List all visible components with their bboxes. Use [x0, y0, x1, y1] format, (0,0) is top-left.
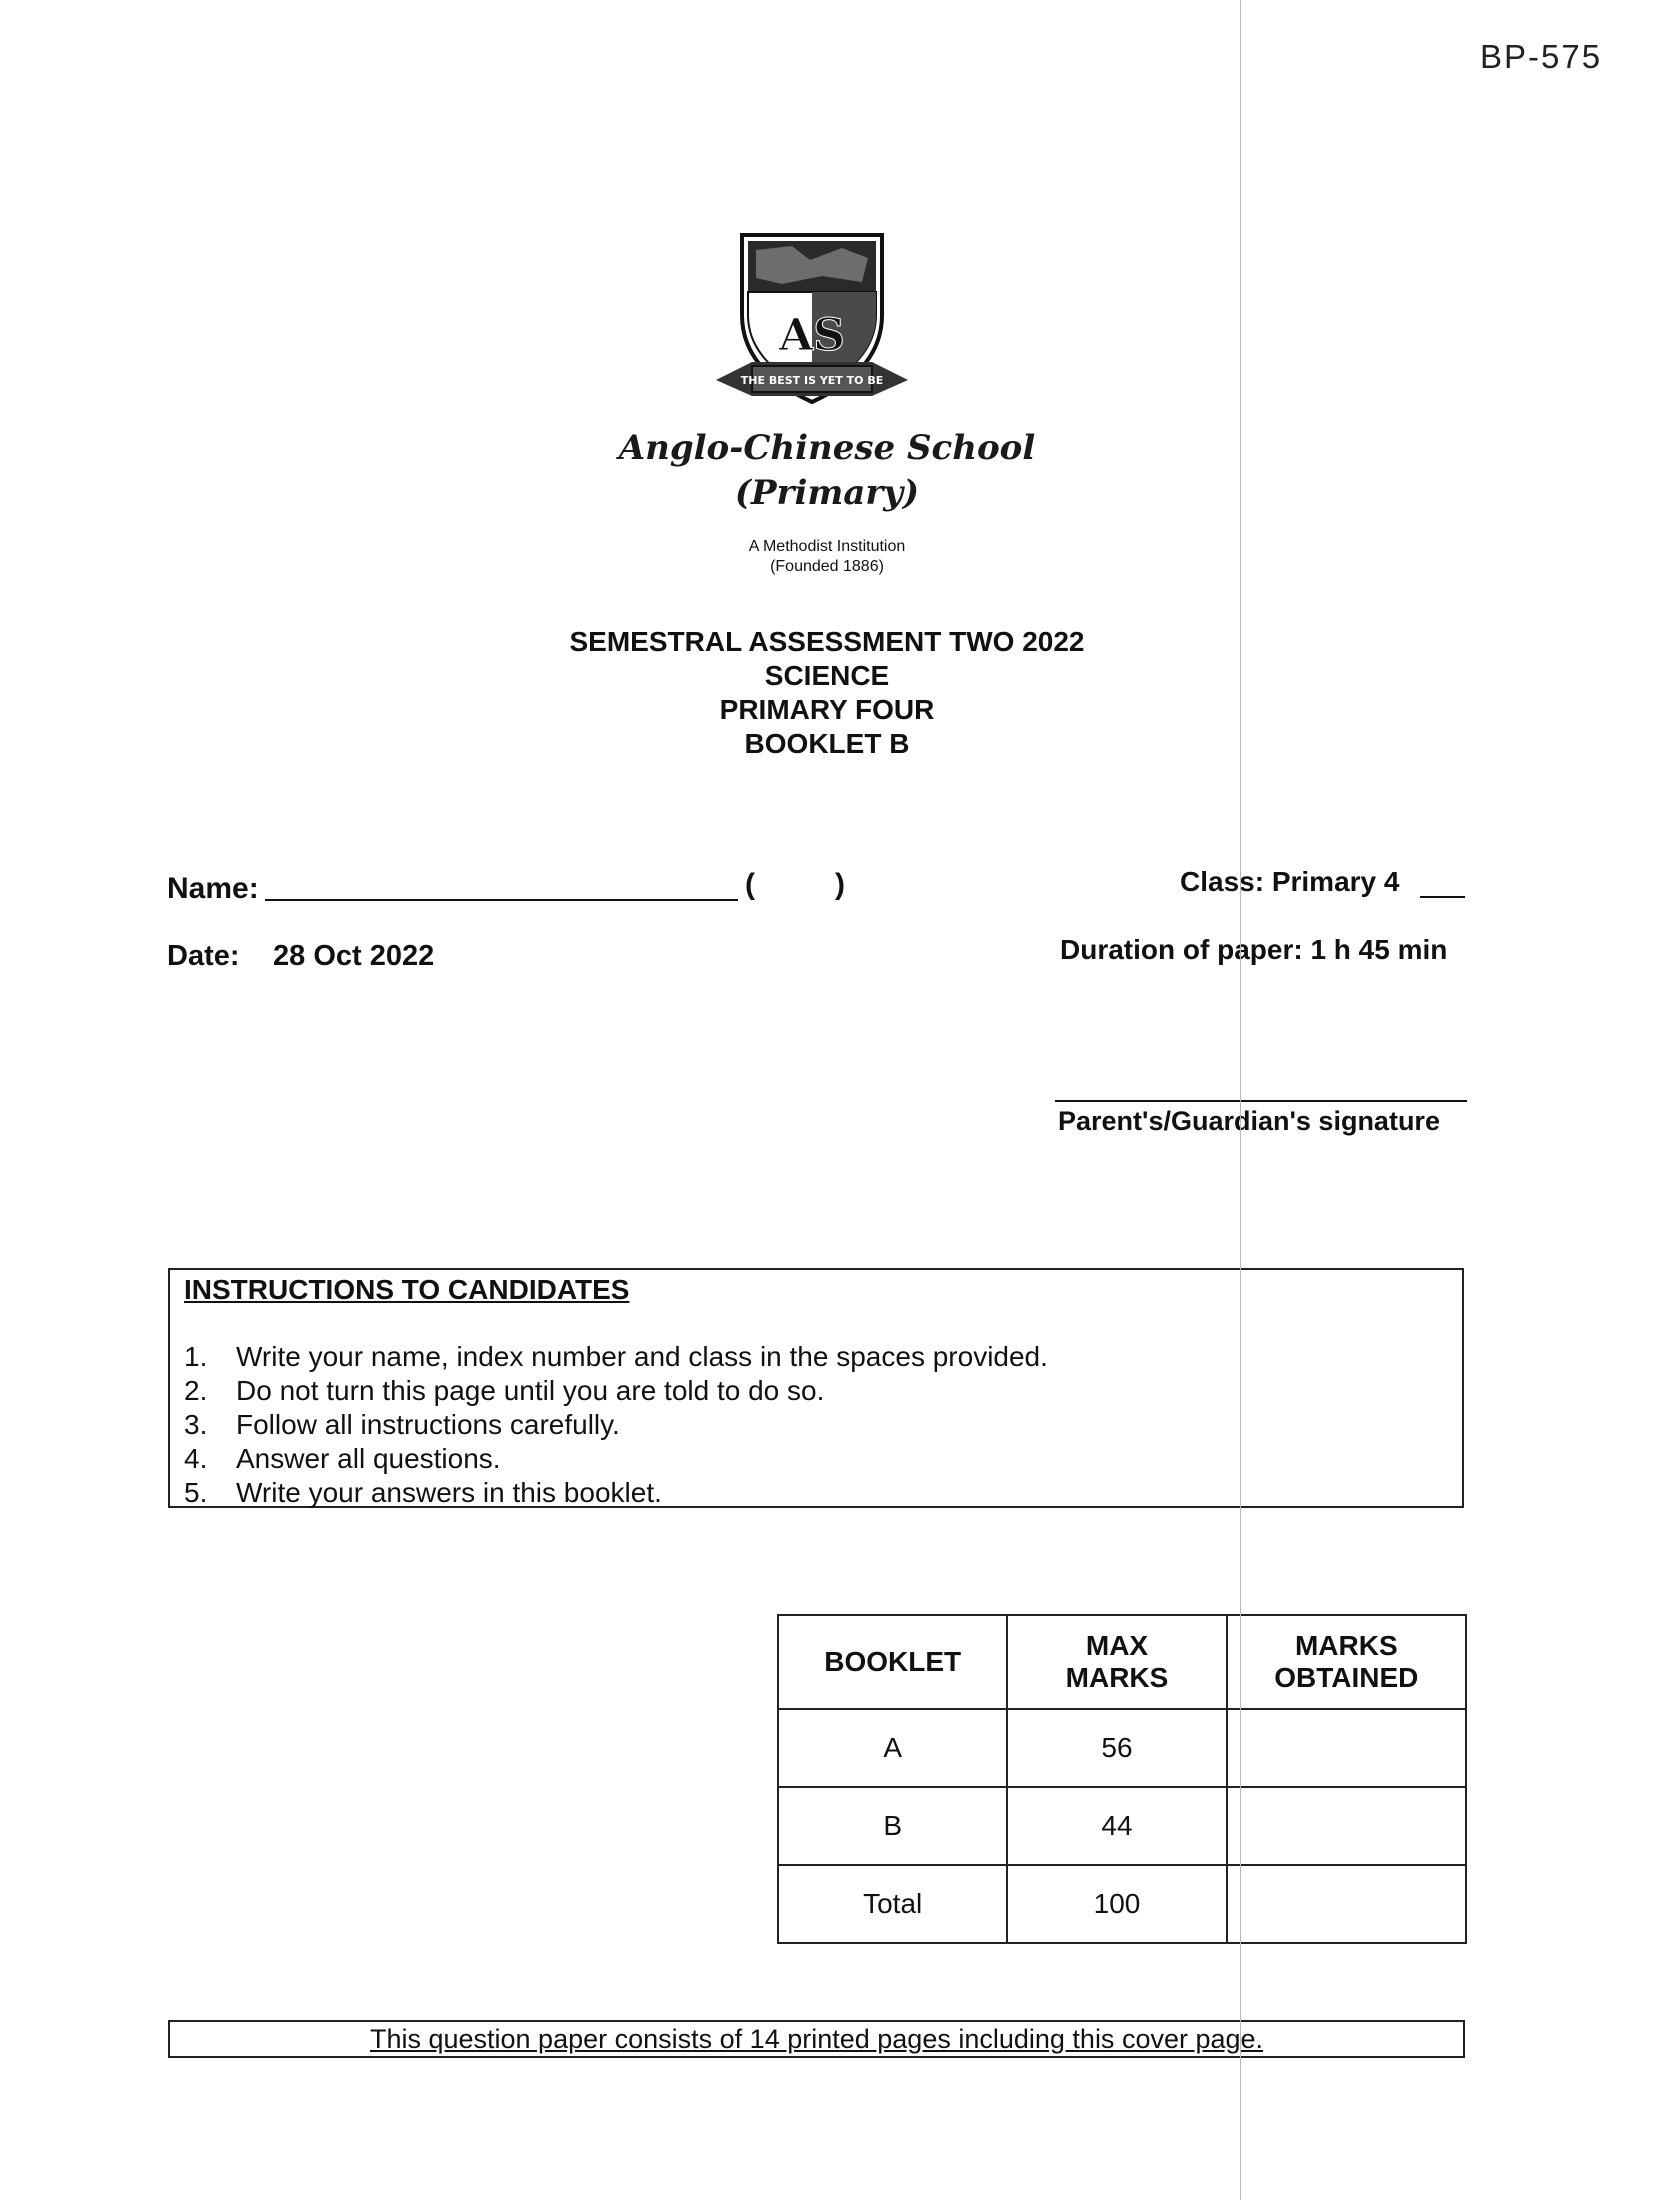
exam-level: PRIMARY FOUR — [719, 694, 935, 725]
table-row — [778, 1787, 1466, 1865]
signature-label: Parent's/Guardian's signature — [1058, 1106, 1440, 1136]
school-subtitle: (Primary) — [734, 473, 920, 513]
instruction-item — [184, 1476, 1048, 1510]
instruction-number: 3. — [184, 1409, 208, 1440]
marks-obtained-cell[interactable] — [1227, 1787, 1466, 1865]
instruction-text: Do not turn this page until you are told to do so. — [236, 1375, 825, 1406]
header-booklet: BOOKLET — [778, 1615, 1007, 1709]
marks-table — [777, 1614, 1467, 1944]
booklet-cell: A — [778, 1709, 1007, 1787]
table-header-row — [778, 1615, 1466, 1709]
date-label: Date: — [167, 940, 240, 972]
document-code: BP-575 — [1480, 38, 1603, 75]
exam-subject: SCIENCE — [764, 660, 890, 691]
school-crest-logo — [712, 230, 912, 410]
footer-text-end: printed pages including this cover page. — [779, 2024, 1264, 2054]
instruction-text: Follow all instructions carefully. — [236, 1409, 620, 1440]
index-paren-close: ) — [835, 868, 845, 901]
page-count-note — [168, 2020, 1465, 2058]
instruction-item — [184, 1442, 1048, 1476]
svg-text:THE BEST IS YET TO BE: THE BEST IS YET TO BE — [740, 374, 884, 387]
marks-obtained-cell[interactable] — [1227, 1709, 1466, 1787]
instructions-list — [184, 1340, 1048, 1510]
header-max-marks: MAX MARKS — [1007, 1615, 1226, 1709]
instruction-number: 5. — [184, 1477, 208, 1508]
max-marks-cell: 44 — [1007, 1787, 1226, 1865]
header-marks-obtained: MARKS OBTAINED — [1227, 1615, 1466, 1709]
svg-text:AS: AS — [779, 310, 845, 361]
instruction-text: Write your answers in this booklet. — [236, 1477, 662, 1508]
booklet-cell: B — [778, 1787, 1007, 1865]
instructions-title: INSTRUCTIONS TO CANDIDATES — [184, 1274, 630, 1305]
class-label: Class: Primary 4 — [1180, 866, 1400, 897]
footer-text-start: This question paper consists of — [369, 2024, 750, 2054]
index-paren-open: ( — [745, 868, 755, 901]
max-marks-cell: 100 — [1007, 1865, 1226, 1943]
instruction-item — [184, 1374, 1048, 1408]
instruction-number: 1. — [184, 1341, 208, 1372]
founded-line: (Founded 1886) — [770, 558, 884, 575]
scan-artifact-line — [1240, 0, 1241, 2200]
instruction-text: Answer all questions. — [236, 1443, 501, 1474]
name-label: Name: — [167, 872, 259, 905]
marks-obtained-cell[interactable] — [1227, 1865, 1466, 1943]
table-row — [778, 1709, 1466, 1787]
instruction-number: 4. — [184, 1443, 208, 1474]
institution-line: A Methodist Institution — [748, 538, 906, 555]
max-marks-cell: 56 — [1007, 1709, 1226, 1787]
instruction-text: Write your name, index number and class in the spaces provided. — [236, 1341, 1048, 1372]
exam-title: SEMESTRAL ASSESSMENT TWO 2022 — [569, 626, 1085, 657]
instruction-item — [184, 1408, 1048, 1442]
table-row — [778, 1865, 1466, 1943]
footer-page-count: 14 — [749, 2024, 780, 2054]
instruction-item — [184, 1340, 1048, 1374]
duration-text: Duration of paper: 1 h 45 min — [1060, 934, 1448, 965]
date-value: 28 Oct 2022 — [273, 940, 435, 972]
school-name: Anglo-Chinese School — [618, 428, 1036, 468]
exam-booklet: BOOKLET B — [744, 728, 910, 759]
instruction-number: 2. — [184, 1375, 208, 1406]
signature-field[interactable] — [1055, 1100, 1467, 1102]
name-field[interactable] — [265, 899, 738, 901]
booklet-cell: Total — [778, 1865, 1007, 1943]
class-field[interactable] — [1420, 896, 1465, 898]
